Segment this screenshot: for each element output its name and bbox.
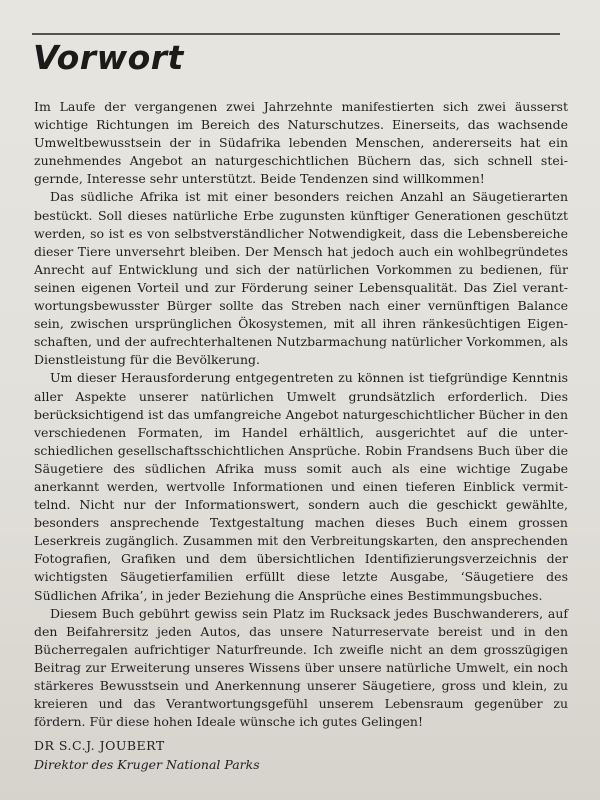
bleed-through-text xyxy=(444,52,594,72)
paragraph-3: Um dieser Herausforderung entgegentreten zu können ist tiefgründige Kenntnis aller Aspekte unserer natürlichen Umwelt grundsätzlich erforderlich. Dies berücksichtigend ist das umfangreiche Angebot naturgeschichtlicher Bücher in den verschiedenen Formaten, im Handel erhältlich, ausgerichtet auf die unterschiedlichen gesellschaftsschichtlichen Ansprüche. Robin Frandsens Buch über die Säugetiere des südlichen Afrika muss somit auch als eine wichtige Zugabe anerkannt werden, wertvolle Informationen und einen tieferen Einblick vermittelnd. Nicht nur der Informationswert, sondern auch die geschickt gewählte, besonders ansprechende Textgestaltung machen dieses Buch einem grossen Leserkreis zugänglich. Zusammen mit den Verbreitungskarten, den ansprechenden Fotografien, Grafiken und dem übersichtlichen Identifizierungsverzeichnis der wichtigsten Säugetierfamilien erfüllt diese letzte Ausgabe, ‘Säugetiere des Südlichen Afrika’, in jeder Beziehung die Ansprüche eines Bestimmungsbuches. xyxy=(34,370,568,603)
header-rule xyxy=(32,33,560,35)
paragraph-4: Diesem Buch gebührt gewiss sein Platz im Rucksack jedes Buschwanderers, auf den Beifahrersitz jeden Autos, das unsere Naturreservate bereist und in den Bücherregalen aufrichtiger Naturfreunde. Ich zweifle nicht an dem grosszügigen Beitrag zur Erweiterung unseres Wissens über unsere natürliche Umwelt, ein noch stärkeres Bewusstsein und Anerkennung unserer Säugetiere, gross und klein, zu kreieren und das Verantwortungsgefühl unserem Lebensraum gegenüber zu fördern. Für diese hohen Ideale wünsche ich gutes Gelingen! xyxy=(34,605,568,730)
signature-name: DR S.C.J. JOUBERT xyxy=(34,738,165,753)
foreword-body xyxy=(34,98,568,731)
page-title: Vorwort xyxy=(33,38,184,77)
signature-role: Direktor des Kruger National Parks xyxy=(34,757,260,772)
paragraph-2: Das südliche Afrika ist mit einer besonders reichen Anzahl an Säugetierarten bestückt. Soll dieses natürliche Erbe zugunsten künftiger Generationen geschützt werden, so ist es von selbstverständlicher Notwendigkeit, dass die Lebensbereiche dieser Tiere unversehrt bleiben. Der Mensch hat jedoch auch ein wohlbegründetes Anrecht auf Entwicklung und sich der natürlichen Vorkommen zu bedienen, für seinen eigenen Vorteil und zur Förderung seiner Lebensqualität. Das Ziel verantwortungsbewusster Bürger sollte das Streben nach einer vernünftigen Balance sein, zwischen ursprünglichen Ökosystemen, mit all ihren ränkesüchtigen Eigenschaften, und der aufrechterhaltenen Nutzbarmachung natürlicher Vorkommen, als Dienstleistung für die Bevölkerung. xyxy=(34,189,568,368)
paragraph-1: Im Laufe der vergangenen zwei Jahrzehnte manifestierten sich zwei äusserst wichtige Richtungen im Bereich des Naturschutzes. Einerseits, das wachsende Umweltbewusstsein der in Südafrika lebenden Menschen, andererseits hat ein zunehmendes Angebot an naturgeschichtlichen Büchern das, sich schnell steigernde, Interesse sehr unterstützt. Beide Tendenzen sind willkommen! xyxy=(34,99,568,187)
